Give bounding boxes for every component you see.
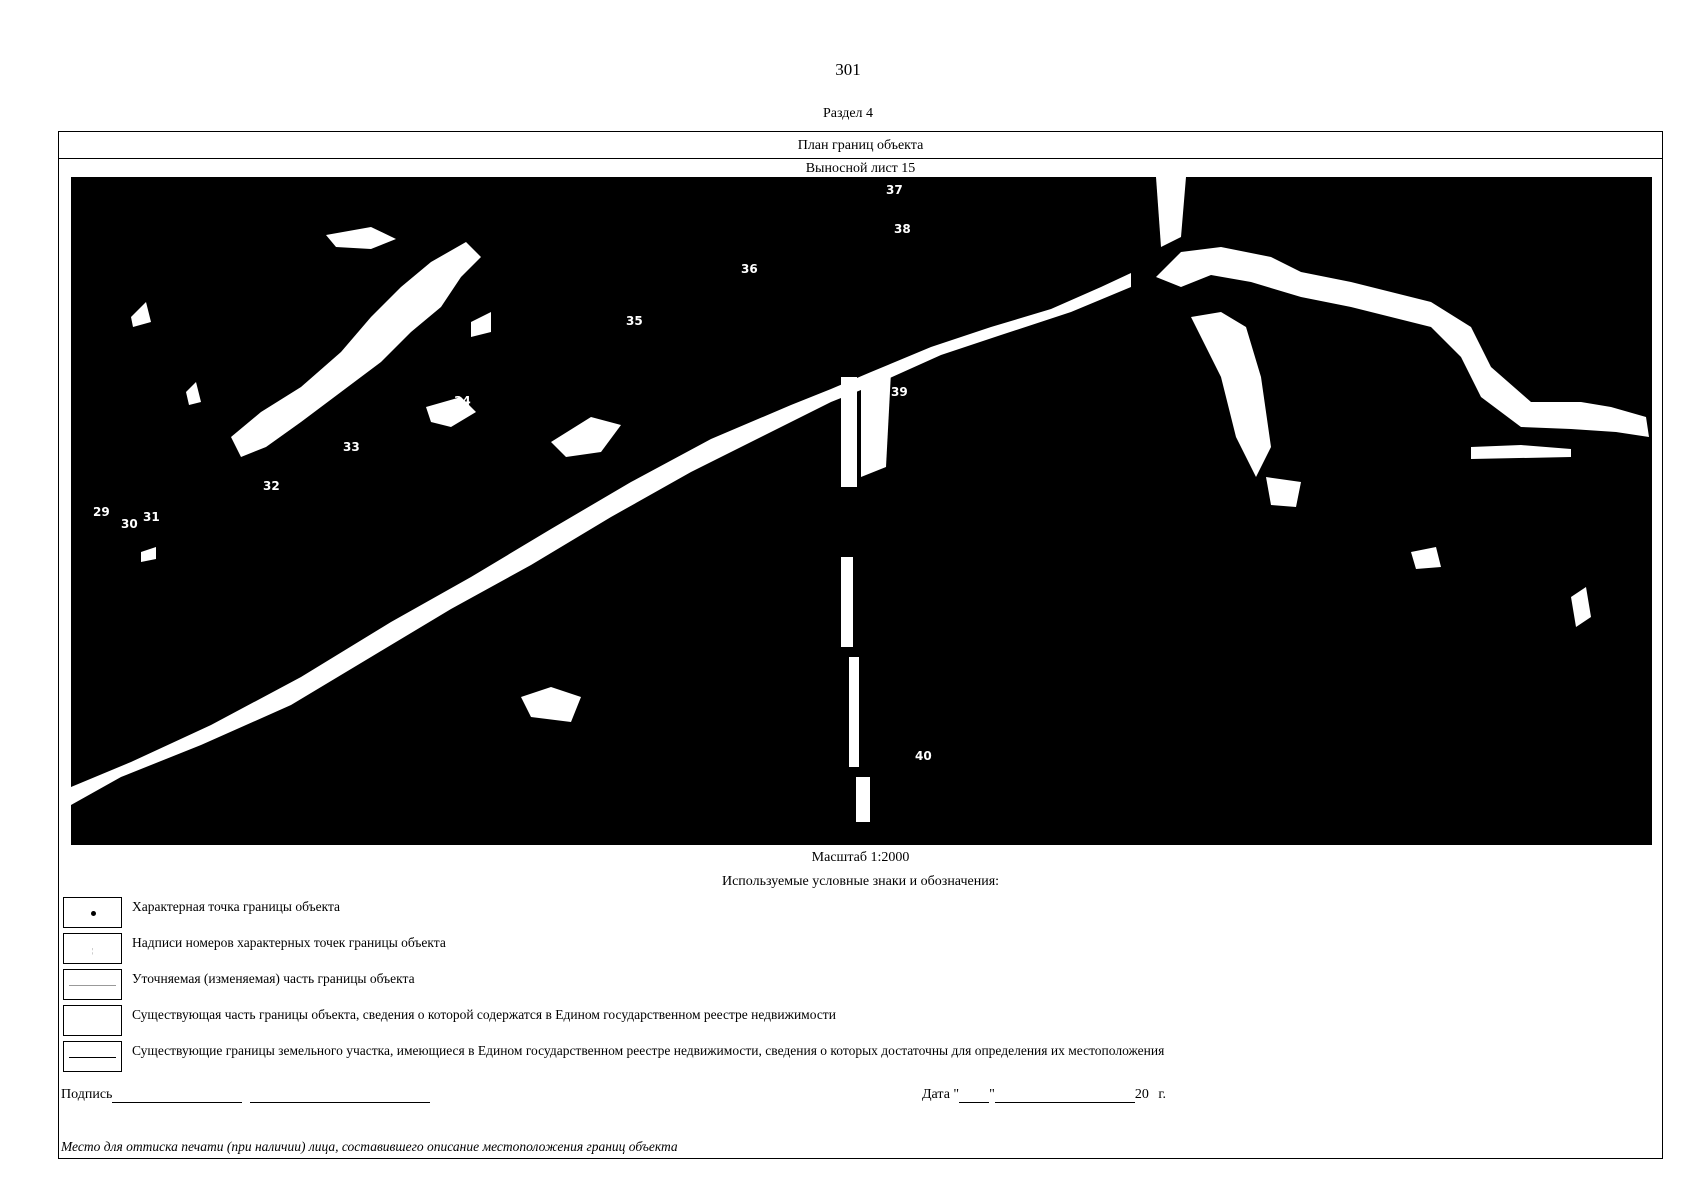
date-quote: " [989,1087,995,1102]
day-field [959,1088,989,1103]
point-label: 40 [915,749,932,763]
legend-symbol-label [63,933,122,964]
point-label: 35 [626,314,643,328]
signature-line [61,1087,430,1103]
stamp-note: Место для оттиска печати (при наличии) лица, составившего описание местоположения границ объекта [61,1139,678,1154]
thin-line-icon [69,985,116,986]
point-label: 38 [894,222,911,236]
legend-text: Существующие границы земельного участка, имеющиеся в Едином государственном реестре недвижимости, сведения о которых достаточны для определения их местоположения [132,1043,1165,1058]
legend-symbol-dot [63,897,122,928]
legend-symbol-thin-line [63,969,122,1000]
month-field [995,1088,1135,1103]
legend-text: Характерная точка границы объекта [132,899,341,914]
sheet-title: Выносной лист 15 [805,161,916,176]
point-number-icon: ¦ [92,947,94,955]
point-label: 36 [741,262,758,276]
date-label: Дата " [922,1087,960,1102]
frame-divider [58,158,1663,159]
point-label: 32 [263,479,280,493]
year-suffix: г. [1158,1087,1167,1102]
legend-text: Надписи номеров характерных точек границы объекта [132,935,446,950]
point-label: 29 [93,505,110,519]
legend-text: Существующая часть границы объекта, сведения о которой содержатся в Едином государственном реестре недвижимости [132,1007,836,1022]
year-prefix: 20 [1134,1087,1149,1102]
boundary-point-icon [91,911,96,916]
signature-label: Подпись [61,1087,113,1102]
legend-title: Используемые условные знаки и обозначения: [721,874,1000,889]
legend-symbol-dash-dot [63,1005,122,1036]
section-title: Раздел 4 [822,106,874,121]
page-number: 301 [835,60,861,79]
point-label: 34 [454,394,471,408]
solid-line-icon [69,1057,116,1058]
legend-text: Уточняемая (изменяемая) часть границы объекта [132,971,415,986]
date-line [922,1087,1166,1103]
legend-symbol-solid-line [63,1041,122,1072]
point-label: 33 [343,440,360,454]
boundary-map [71,177,1652,845]
scale-label: Масштаб 1:2000 [811,850,910,865]
point-label: 31 [143,510,160,524]
name-field [250,1088,430,1103]
point-label: 39 [891,385,908,399]
plan-title: План границ объекта [797,138,924,153]
point-label: 30 [121,517,138,531]
signature-field [112,1088,242,1103]
point-label: 37 [886,183,903,197]
map-image [71,177,1652,845]
